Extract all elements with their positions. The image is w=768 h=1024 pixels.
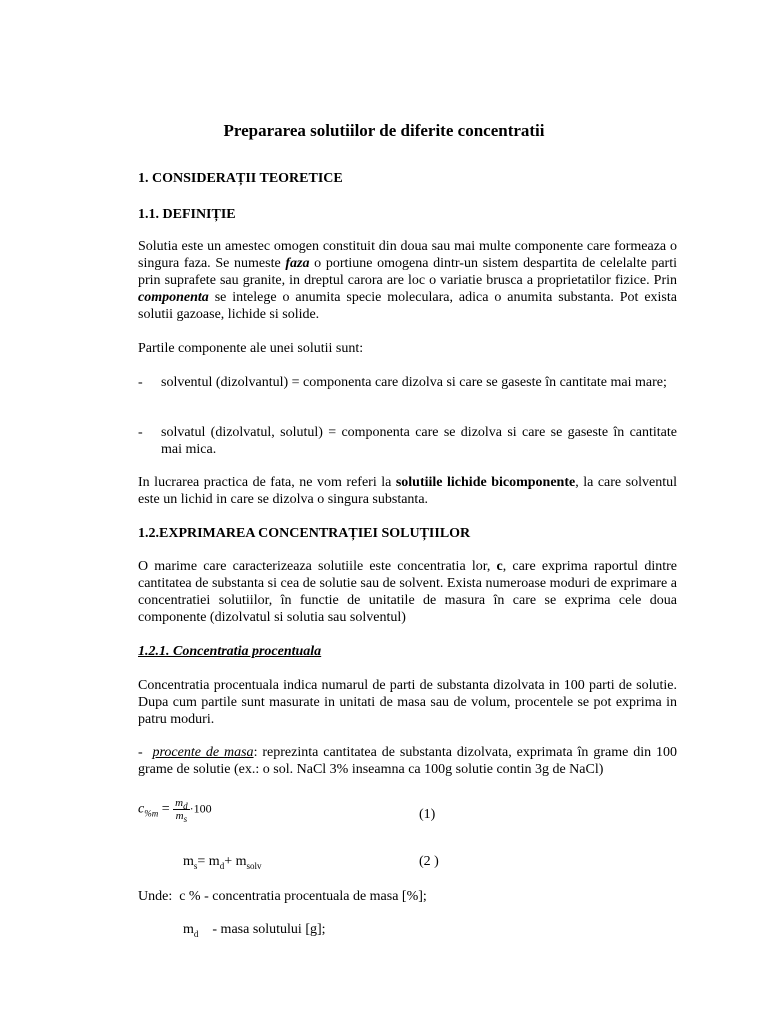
formula-1-number: (1) — [419, 807, 436, 822]
list-item-text: solvatul (dizolvatul, solutul) = componenta care se dizolva si care se gaseste în cantitate mai mica. — [161, 425, 677, 457]
definition-md-text: - masa solutului [g]; — [212, 922, 326, 937]
paragraph-concentration-text-1: O marime care caracterizeaza solutiile este concentratia lor, — [138, 559, 497, 574]
paragraph-percent-concentration: Concentratia procentuala indica numarul de parti de substanta dizolvata in 100 parti de solutie. Dupa cum partile sunt masurate in unitati de masa sau de volum, procentele se pot exprima in patru moduri. — [138, 678, 677, 727]
list-dash: - — [138, 745, 143, 760]
formula-1-lhs-sub: %m — [144, 808, 159, 819]
section-heading-1-2: 1.2.EXPRIMAREA CONCENTRAȚIEI SOLUȚIILOR — [138, 526, 471, 541]
symbol-c: c — [496, 559, 503, 574]
paragraph-definition-text-2: o portiune omogena dintr-un sistem despartita de celelalte parti prin suprafete sau granite, in dreptul carora are loc o variatie brusca a proprietatilor fizice. Prin — [138, 256, 677, 288]
term-faza: faza — [285, 256, 310, 271]
formula-1-lhs: c — [138, 801, 145, 817]
paragraph-practical-text-2: , la care solventul este un lichid in care se dizolva o singura substanta. — [138, 475, 677, 507]
formula-1-fraction — [173, 797, 189, 825]
term-solutii-bicomponente: solutiile lichide bicomponente — [395, 475, 576, 490]
section-heading-1-1: 1.1. DEFINIȚIE — [138, 207, 236, 222]
paragraph-definition-text-3: se intelege o anumita specie moleculara, adica o anumita substanta. Pot exista solutii gazoase, lichide si solide. — [138, 290, 677, 322]
formula-2: $m_s= m_d+ m_{solv}$ — [183, 854, 262, 871]
formula-1 — [138, 797, 212, 825]
paragraph-components-intro: Partile componente ale unei solutii sunt: — [138, 341, 364, 356]
paragraph-unde: Unde: c % - concentratia procentuala de masa [%]; — [138, 889, 427, 904]
section-heading-1: 1. CONSIDERAȚII TEORETICE — [138, 171, 343, 186]
section-heading-1-2-1: 1.2.1. Concentratia procentuala — [138, 644, 322, 659]
formula-1-denominator: $m_s$ — [175, 810, 188, 825]
list-item-text: solventul (dizolvantul) = componenta care dizolva si care se gaseste în cantitate mai mare; — [161, 375, 667, 390]
definition-md: $m_d$ - masa solutului [g]; — [183, 922, 326, 939]
paragraph-mass-percent-text: : reprezinta cantitatea de substanta dizolvata, exprimata în grame din 100 grame de solutie (ex.: o sol. NaCl 3% inseamna ca 100g solutie contin 3g de NaCl) — [138, 745, 678, 777]
formula-1-numerator: $m_d$ — [175, 797, 188, 812]
paragraph-concentration — [138, 558, 677, 626]
formula-2-number: (2 ) — [419, 854, 439, 869]
paragraph-definition — [138, 238, 677, 323]
list-dash: - — [138, 425, 143, 440]
term-procente-de-masa: procente de masa — [152, 745, 254, 760]
paragraph-practical-text-1: In lucrarea practica de fata, ne vom referi la — [138, 475, 396, 490]
paragraph-practical-work — [138, 474, 677, 508]
list-item — [138, 424, 677, 458]
formula-1-eq: = — [161, 801, 170, 817]
paragraph-definition-text-1: Solutia este un amestec omogen constituit din doua sau mai multe componente care formeaza o singura faza. Se numeste — [138, 239, 677, 271]
paragraph-concentration-text-2: , care exprima raportul dintre cantitatea de substanta si cea de solutie sau de solvent. Exista numeroase moduri de exprimare a concentratiei solutiilor, în functie de unitatile de masura în care se exprima cele doua componente (dizolvatul si solutia sau solventul) — [138, 559, 677, 625]
list-item — [138, 374, 677, 391]
symbol-md: m — [183, 922, 194, 937]
document-title: Prepararea solutiilor de diferite concentratii — [223, 121, 545, 140]
term-componenta: componenta — [138, 290, 209, 305]
list-dash: - — [138, 375, 143, 390]
formula-1-mult: ·100 — [189, 801, 212, 816]
paragraph-mass-percent — [138, 744, 677, 778]
